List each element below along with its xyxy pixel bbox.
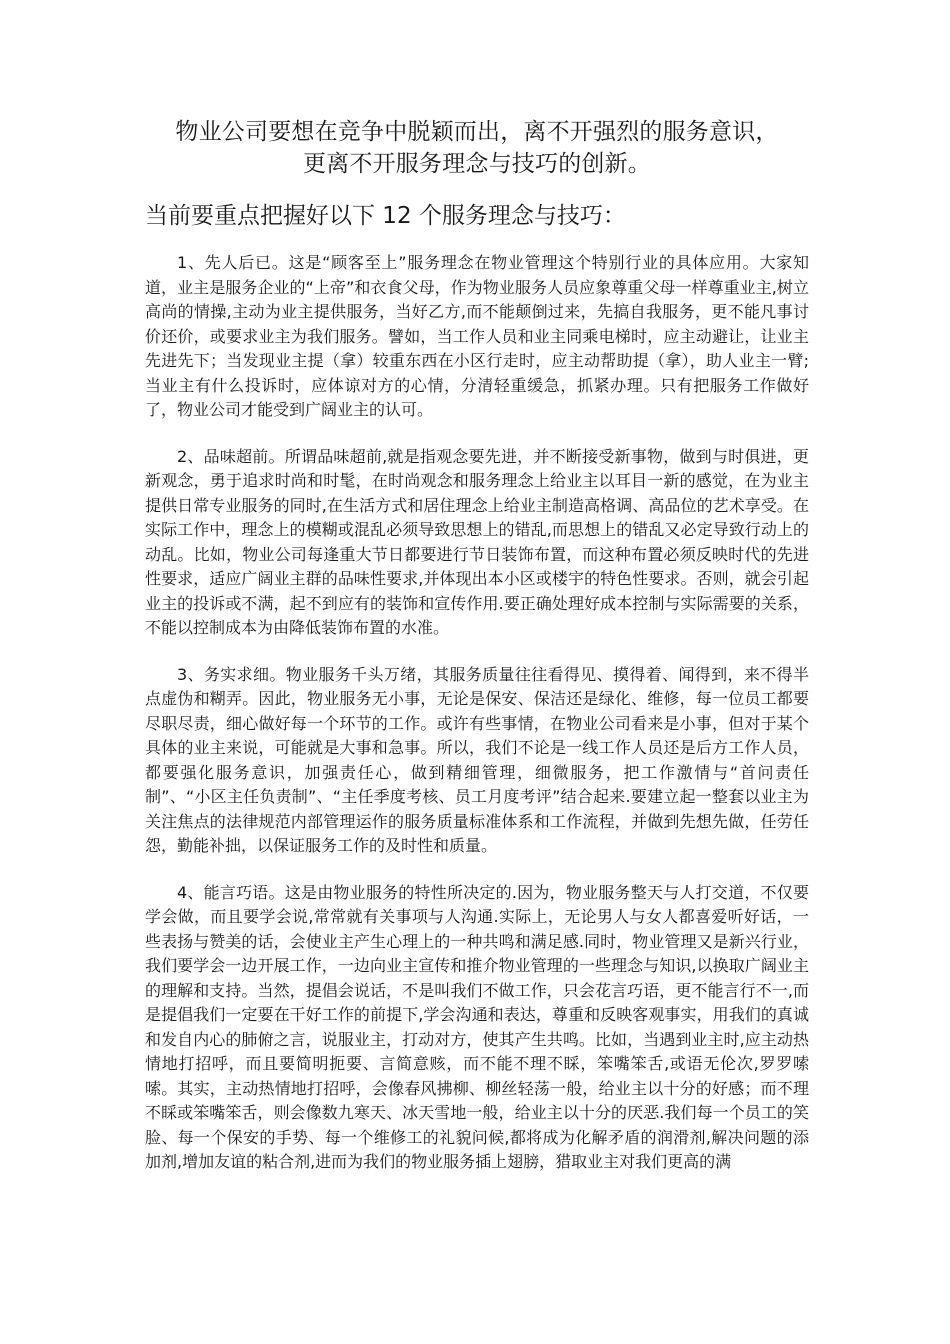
title-line-2: 更离不开服务理念与技巧的创新。 [303, 151, 651, 177]
document-page [145, 116, 809, 1175]
title-line-1: 物业公司要想在竞争中脱颖而出，离不开强烈的服务意识， [175, 119, 779, 145]
document-title [145, 116, 809, 180]
section-heading: 当前要重点把握好以下 12 个服务理念与技巧： [145, 203, 626, 229]
paragraph-3: 3、务实求细。物业服务千头万绪，其服务质量往往看得见、摸得着、闻得到，来不得半点虚伪和糊弄。因此，物业服务无小事，无论是保安、保洁还是绿化、维修，每一位员工都要尽职尽责，细心做好每一个环节的工作。或许有些事情，在物业公司看来是小事，但对于某个具体的业主来说，可能就是大事和急事。所以，我们不论是一线工作人员还是后方工作人员，都要强化服务意识，加强责任心，做到精细管理，细微服务，把工作激情与“首问责任制”、“小区主任负责制”、“主任季度考核、员工月度考评”结合起来.要建立起一整套以业主为关注焦点的法律规范内部管理运作的服务质量标准体系和工作流程，并做到先想先做，任劳任怨，勤能补拙，以保证服务工作的及时性和质量。 [145, 664, 809, 855]
paragraph-4: 4、能言巧语。这是由物业服务的特性所决定的.因为，物业服务整天与人打交道，不仅要学会做，而且要学会说,常常就有关事项与人沟通.实际上，无论男人与女人都喜爱听好话，一些表扬与赞美的话，会使业主产生心理上的一种共鸣和满足感.同时，物业管理又是新兴行业，我们要学会一边开展工作，一边向业主宣传和推介物业管理的一些理念与知识,以换取广阔业主的理解和支持。当然，提倡会说话，不是叫我们不做工作，只会花言巧语，更不能言行不一,而是提倡我们一定要在干好工作的前提下,学会沟通和表达，尊重和反映客观事实，用我们的真诚和发自内心的肺俯之言，说服业主，打动对方，使其产生共鸣。比如，当遇到业主时,应主动热情地打招呼，而且要简明扼要、言简意赅，而不能不理不睬，笨嘴笨舌,或语无伦次,罗罗嗦嗦。其实，主动热情地打招呼，会像春风拂柳、柳丝轻荡一般，给业主以十分的好感；而不理不睬或笨嘴笨舌，则会像数九寒天、冰天雪地一般，给业主以十分的厌恶.我们每一个员工的笑脸、每一个保安的手势、每一个维修工的礼貌问候,都将成为化解矛盾的润滑剂,解决问题的添加剂,增加友谊的粘合剂,进而为我们的物业服务插上翅膀，猎取业主对我们更高的满 [145, 882, 809, 1171]
paragraph-1: 1、先人后已。这是“顾客至上”服务理念在物业管理这个特别行业的具体应用。大家知道，业主是服务企业的“上帝”和衣食父母，作为物业服务人员应象尊重父母一样尊重业主,树立高尚的情操,主动为业主提供服务，当好乙方,而不能颠倒过来，先搞自我服务，更不能凡事讨价还价，或要求业主为我们服务。譬如，当工作人员和业主同乘电梯时，应主动避让，让业主先进先下；当发现业主提（拿）较重东西在小区行走时，应主动帮助提（拿），助人业主一臂;当业主有什么投诉时，应体谅对方的心情，分清轻重缓急，抓紧办理。只有把服务工作做好了，物业公司才能受到广阔业主的认可。 [145, 253, 809, 419]
paragraph-2: 2、品味超前。所谓品味超前,就是指观念要先进，并不断接受新事物，做到与时俱进，更新观念，勇于追求时尚和时髦，在时尚观念和服务理念上给业主以耳目一新的感觉，在为业主提供日常专业服务的同时,在生活方式和居住理念上给业主制造高格调、高品位的艺术享受。在实际工作中，理念上的模糊或混乱必须导致思想上的错乱,而思想上的错乱又必定导致行动上的动乱。比如，物业公司每逢重大节日都要进行节日装饰布置，而这种布置必须反映时代的先进性要求，适应广阔业主群的品味性要求,并体现出本小区或楼宇的特色性要求。否则，就会引起业主的投诉或不满，起不到应有的装饰和宣传作用.要正确处理好成本控制与实际需要的关系，不能以控制成本为由降低装饰布置的水准。 [145, 446, 809, 637]
